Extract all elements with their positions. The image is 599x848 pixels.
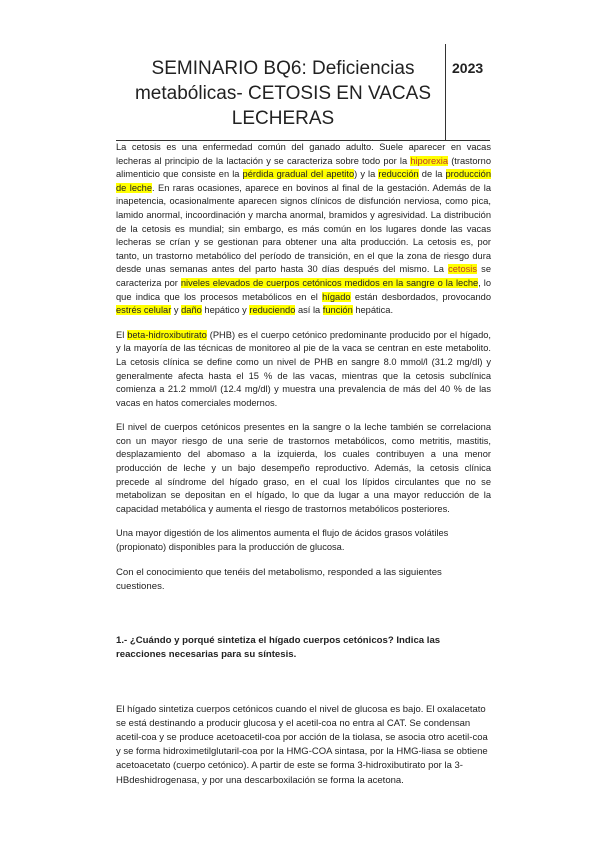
text: están desbordados, provocando bbox=[350, 291, 491, 302]
title-divider bbox=[445, 44, 446, 140]
text: El bbox=[116, 329, 128, 340]
text: hepática. bbox=[352, 305, 394, 316]
text: ) y la bbox=[354, 169, 379, 180]
text: (trastorno alimenticio que consiste en la bbox=[116, 155, 491, 180]
spacer bbox=[116, 516, 491, 527]
paragraph-phb bbox=[116, 329, 491, 411]
text: hepático y bbox=[201, 305, 250, 316]
text: . En raras ocasiones, aparece en bovinos al final de la gestación. Además de la inapetencia, ocasionalmente aparecen signos clínicos de disfunción nerviosa, como pica, lamido anormal, incoordinación y marcha anormal, bramidos y agresividad. La distribución de la cetosis es mundial; sin embargo, es más común en los lugares donde las vacas lecheras se crían y se gestionan para obtener una alta producción. La cetosis es, por tanto, un trastorno metabólico del período de transición, en el que la zona de riesgo dura desde unas semanas antes del parto hasta 30 días después del mismo. La bbox=[116, 182, 491, 275]
year-label: 2023 bbox=[452, 60, 484, 76]
title-line: LECHERAS bbox=[231, 108, 335, 129]
title-line: metabólicas- CETOSIS EN VACAS bbox=[134, 83, 431, 104]
highlight: niveles elevados de cuerpos cetónicos medidos en la sangre o la leche bbox=[180, 277, 479, 288]
highlight: reduciendo bbox=[249, 305, 296, 316]
paragraph-intro bbox=[116, 141, 491, 318]
spacer bbox=[116, 555, 491, 566]
document-body bbox=[116, 141, 491, 788]
text: así la bbox=[295, 305, 323, 316]
page-title bbox=[128, 56, 438, 131]
answer-1: El hígado sintetiza cuerpos cetónicos cuando el nivel de glucosa es bajo. El oxalacetato se está destinando a producir glucosa y el acetil-coa no entra al CAT. Se condensan acetil-coa y se produce acetoacetil-coa por acción de la tiolasa, se asocia otro acetil-coa y se forma hidroximetilglutaril-coa por la HMG-COA sintasa, por la HMG-liasa se obtiene acetoacetato (cuerpo cetónico). A partir de este se forma 3-hidroxibutirato por la 3-HBdeshidrogenasa, y por una descarboxilación se forma la acetona. bbox=[116, 703, 488, 786]
text: se caracteriza por bbox=[116, 264, 491, 288]
highlight: estrés celular bbox=[116, 305, 172, 316]
spacer bbox=[116, 594, 491, 634]
question-1: 1.- ¿Cuándo y porqué sintetiza el hígado cuerpos cetónicos? Indica las reacciones necesarias para su síntesis. bbox=[116, 634, 441, 661]
paragraph-digestion: Una mayor digestión de los alimentos aumenta el flujo de ácidos grasos volátiles (propionato) disponibles para la producción de glucosa. bbox=[116, 528, 449, 553]
spacer bbox=[116, 318, 491, 329]
highlight: beta-hidroxibutirato bbox=[127, 329, 207, 340]
highlight: pérdida gradual del apetito bbox=[242, 169, 355, 180]
highlight: daño bbox=[181, 305, 202, 316]
text: La cetosis es una enfermedad común del ganado adulto. Suele aparecer en vacas lecheras al principio de la lactación y se caracteriza sobre todo por la bbox=[116, 142, 491, 166]
spacer bbox=[116, 410, 491, 421]
highlight: reducción bbox=[378, 169, 419, 180]
text: , lo que indica que los procesos metabólicos en el bbox=[116, 277, 491, 302]
text: (PHB) es el cuerpo cetónico predominante producido por el hígado, y la mayoría de las técnicas de monitoreo al pie de la vaca se centran en este metabolito. La cetosis clínica se define como un nivel de PHB en sangre 8.0 mmol/l (31.2 mg/dl) y generalmente afecta hasta el 15 % de las vacas, mientras que la cetosis subclínica comienza a 21.2 mmol/l (12.4 mg/dl) y muestra una prevalencia de más del 40 % de las vacas en hatos comerciales modernos. bbox=[116, 329, 492, 408]
title-line: SEMINARIO BQ6: Deficiencias bbox=[151, 58, 415, 79]
highlight: hígado bbox=[322, 291, 351, 302]
text: y bbox=[171, 305, 182, 316]
highlight: función bbox=[322, 305, 353, 316]
text: de la bbox=[418, 169, 446, 180]
highlight: cetosis bbox=[448, 264, 478, 275]
instructions: Con el conocimiento que tenéis del metabolismo, responded a las siguientes cuestiones. bbox=[116, 566, 442, 592]
spacer bbox=[116, 663, 491, 703]
highlight: hiporexia bbox=[410, 155, 449, 166]
paragraph-disorders: El nivel de cuerpos cetónicos presentes en la sangre o la leche también se correlaciona con un mayor riesgo de una serie de trastornos metabólicos, como metritis, mastitis, desplazamiento del abomaso a la izquierda, los cuales contribuyen a una menor producción de leche y un bajo desempeño reproductivo. Además, la cetosis clínica precede al síndrome del hígado graso, en el cual los lípidos circulantes que no se metabolizan se depositan en el hígado, lo que da lugar a una mayor reducción de la capacidad metabólica y aumenta el riesgo de trastornos metabólicos posteriores. bbox=[116, 422, 491, 514]
highlight: producción de leche bbox=[116, 169, 491, 193]
